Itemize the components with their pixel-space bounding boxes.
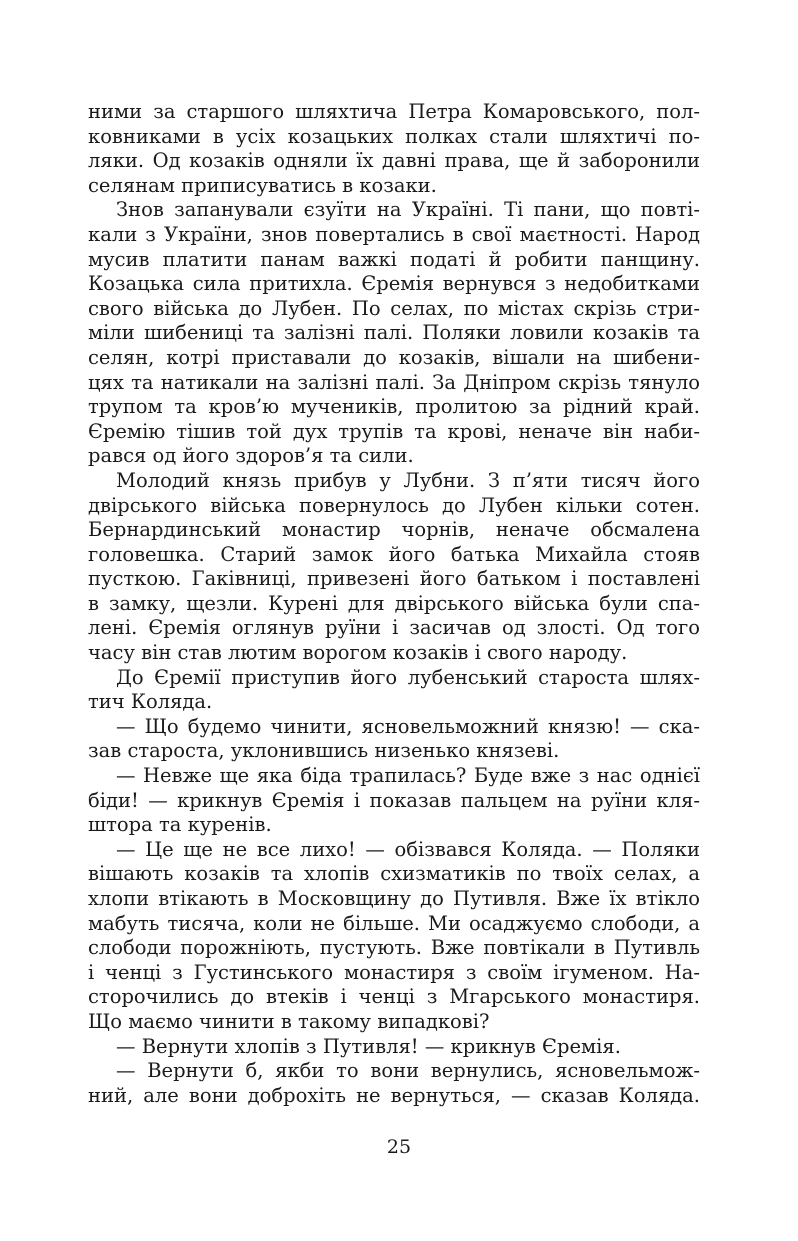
text-line: часу він став лютим ворогом козаків і свого народу. [88, 641, 628, 665]
text-line: — Це ще не все лихо! — обізвався Коляда. — Поляки [116, 837, 700, 861]
text-line: Молодий князь прибув у Лубни. З п’яти тисяч його [116, 468, 700, 492]
text-line: лені. Єремія оглянув руїни і засичав од злості. Од того [88, 616, 700, 640]
text-line: цях та натикали на залізні палі. За Дніпром скрізь тянуло [88, 370, 700, 394]
text-line: в замку, щезли. Курені для двірського війська були спа- [88, 591, 700, 615]
text-line: мабуть тисяча, коли не більше. Ми осаджуємо слободи, а [88, 911, 700, 935]
text-line: пусткою. Гаківниці, привезені його батьком і поставлені [88, 567, 700, 591]
text-line: двірського війська повернулось до Лубен кільки сотен. [88, 493, 700, 517]
text-line: міли шибениці та залізні палі. Поляки ловили козаків та [88, 321, 700, 345]
text-line: зав староста, уклонившись низенько князеві. [88, 739, 560, 763]
text-line: вішають козаків та хлопів схизматиків по твоїх селах, а [88, 862, 700, 886]
text-line: — Вернути б, якби то вони вернулись, ясновельмож- [116, 1059, 700, 1083]
text-line: — Невже ще яка біда трапилась? Буде вже з нас однієї [116, 764, 700, 788]
text-line: і ченці з Густинського монастиря з своїм ігуменом. На- [88, 960, 700, 984]
text-line: селянам приписуватись в козаки. [88, 173, 437, 197]
text-line: трупом та кров’ю мучеників, пролитою за рідний край. [88, 395, 700, 419]
text-line: кали з України, знов повертались в свої маєтності. Народ [88, 222, 700, 246]
text-line: свого війська до Лубен. По селах, по містах скрізь стри- [88, 296, 700, 320]
text-line: тич Коляда. [88, 690, 213, 714]
text-line: слободи порожніють, пустують. Вже повтікали в Путивль [88, 936, 700, 960]
page-number: 25 [386, 1136, 412, 1158]
text-line: Знов запанували єзуїти на Україні. Ті пани, що повті- [116, 198, 700, 222]
text-line: — Що будемо чинити, ясновельможний князю! — ска- [116, 714, 700, 738]
text-line: біди! — крикнув Єремія і показав пальцем на руїни кля- [88, 788, 700, 812]
text-line: Бернардинський монастир чорнів, неначе обсмалена [88, 518, 700, 542]
text-line: Козацька сила притихла. Єремія вернувся з недобитками [88, 272, 700, 296]
text-line: мусив платити панам важкі податі й робити панщину. [88, 247, 700, 271]
text-line: ний, але вони доброхіть не вернуться, — сказав Коляда. [88, 1083, 700, 1107]
text-line: рався од його здоров’я та сили. [88, 444, 414, 468]
text-line: ковниками в усіх козацьких полках стали шляхтичі по- [88, 124, 700, 148]
page-body [88, 100, 700, 1108]
text-line: Єремію тішив той дух трупів та крові, неначе він наби- [88, 419, 700, 443]
text-line: селян, котрі приставали до козаків, вішали на шибени- [88, 345, 700, 369]
text-line: ними за старшого шляхтича Петра Комаровського, пол- [88, 100, 700, 123]
text-line: штора та куренів. [88, 813, 272, 837]
text-line: До Єремії приступив його лубенський староста шлях- [116, 665, 700, 689]
text-line: ляки. Од козаків одняли їх давні права, ще й заборонили [88, 149, 700, 173]
text-line: хлопи втікають в Московщину до Путивля. Вже їх втікло [88, 887, 700, 910]
text-line: — Вернути хлопів з Путивля! — крикнув Єремія. [116, 1034, 621, 1058]
text-line: головешка. Старий замок його батька Михайла стояв [88, 542, 700, 566]
text-line: Що маємо чинити в такому випадкові? [88, 1009, 490, 1033]
text-line: сторочились до втеків і ченці з Мгарського монастиря. [88, 985, 700, 1009]
